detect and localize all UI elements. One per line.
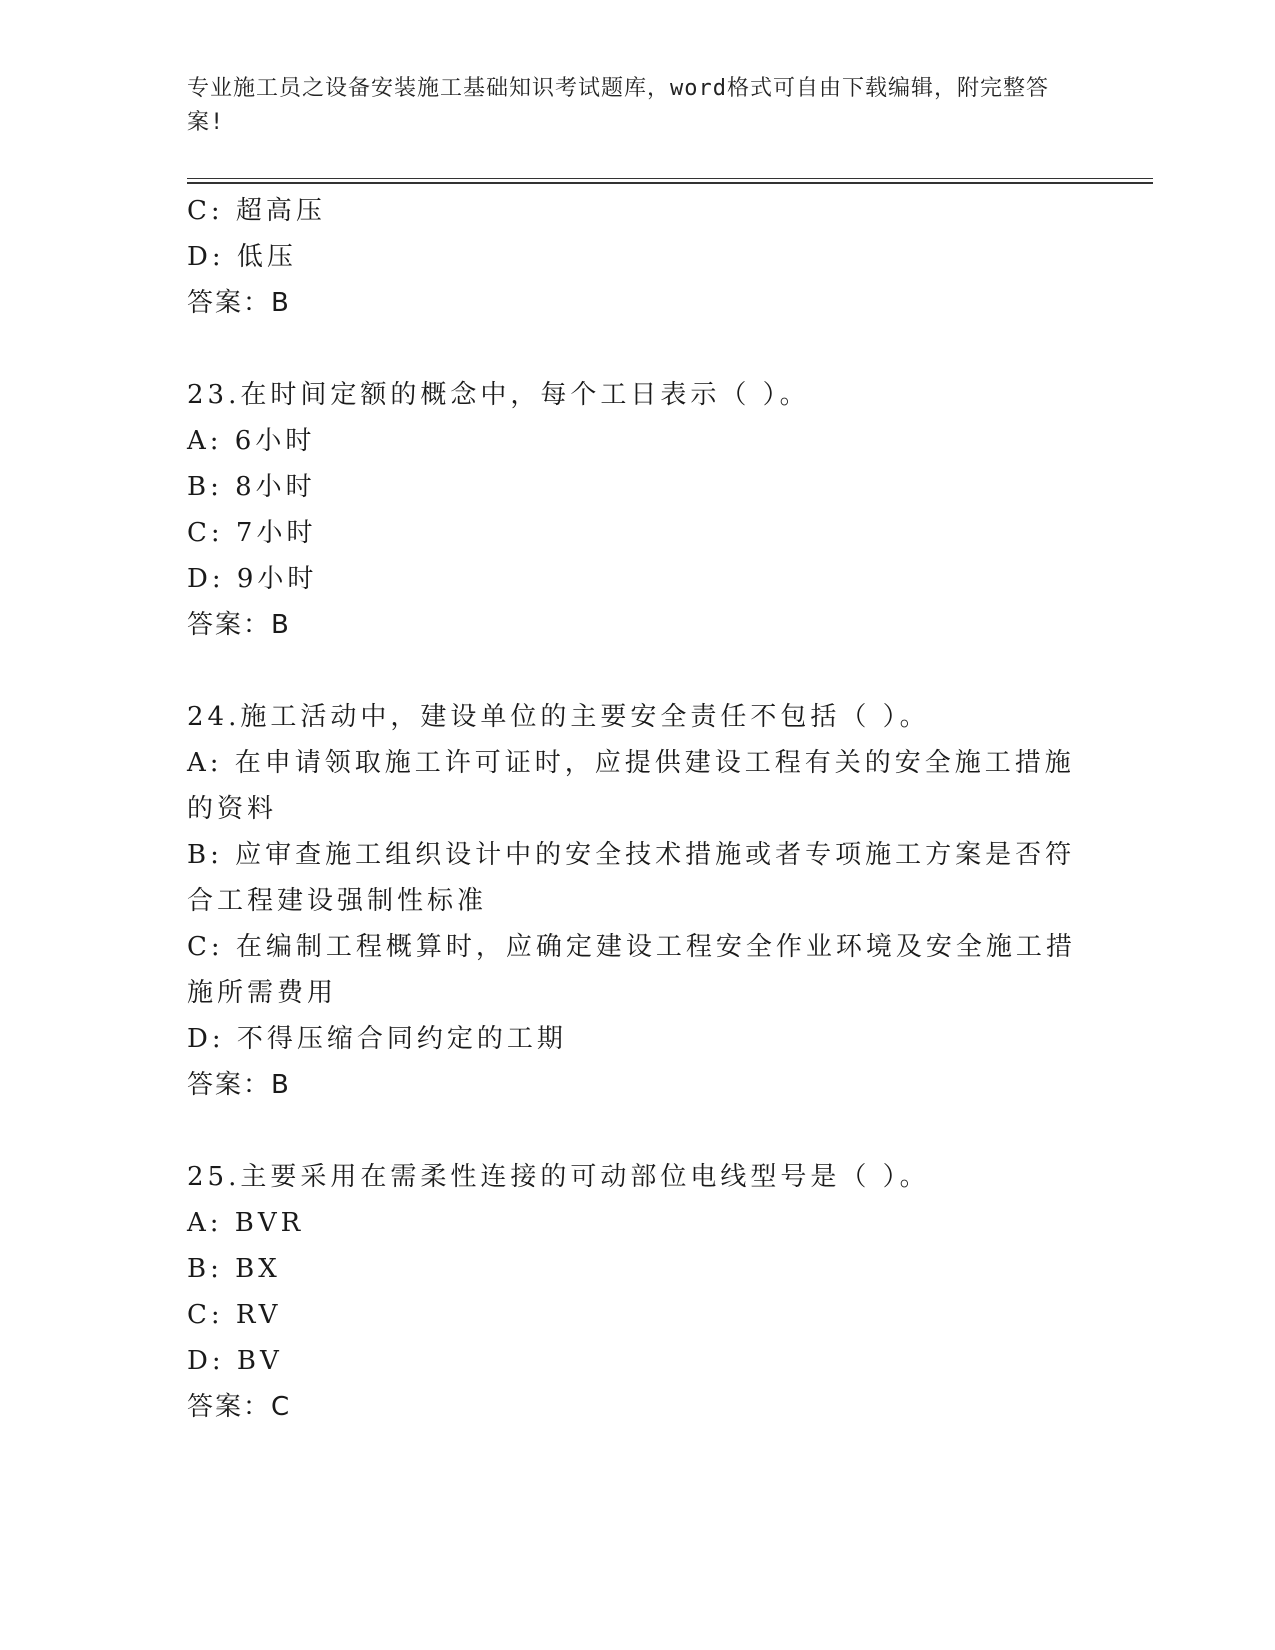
option-c: C: 超高压 bbox=[187, 196, 326, 226]
option-c: C: 7小时 bbox=[187, 518, 317, 548]
question-24-stem: 24.施工活动中，建设单位的主要安全责任不包括（ ）。 bbox=[187, 702, 930, 732]
option-a: A: BVR bbox=[187, 1208, 305, 1238]
answer-label: 答案：C bbox=[187, 1392, 292, 1422]
answer-label: 答案：B bbox=[187, 288, 291, 318]
option-b: B: 应审查施工组织设计中的安全技术措施或者专项施工方案是否符合工程建设强制性标准 bbox=[187, 840, 1076, 916]
option-c: C: 在编制工程概算时，应确定建设工程安全作业环境及安全施工措施所需费用 bbox=[187, 932, 1076, 1008]
header-divider-top bbox=[187, 178, 1153, 179]
option-d: D: 不得压缩合同约定的工期 bbox=[187, 1024, 567, 1054]
option-b: B: 8小时 bbox=[187, 472, 316, 502]
question-25-stem: 25.主要采用在需柔性连接的可动部位电线型号是（ ）。 bbox=[187, 1162, 930, 1192]
question-23-stem: 23.在时间定额的概念中，每个工日表示（ ）。 bbox=[187, 380, 810, 410]
header-divider-bottom bbox=[187, 182, 1153, 184]
question-content bbox=[187, 188, 1087, 1430]
option-d: D: 9小时 bbox=[187, 564, 318, 594]
option-d: D: 低压 bbox=[187, 242, 297, 272]
answer-label: 答案：B bbox=[187, 1070, 291, 1100]
option-d: D: BV bbox=[187, 1346, 283, 1376]
option-a: A: 6小时 bbox=[187, 426, 316, 456]
option-b: B: BX bbox=[187, 1254, 281, 1284]
answer-label: 答案：B bbox=[187, 610, 291, 640]
document-header: 专业施工员之设备安装施工基础知识考试题库，word格式可自由下载编辑，附完整答案! bbox=[187, 76, 1049, 135]
option-c: C: RV bbox=[187, 1300, 282, 1330]
option-a: A: 在申请领取施工许可证时，应提供建设工程有关的安全施工措施的资料 bbox=[187, 748, 1075, 824]
